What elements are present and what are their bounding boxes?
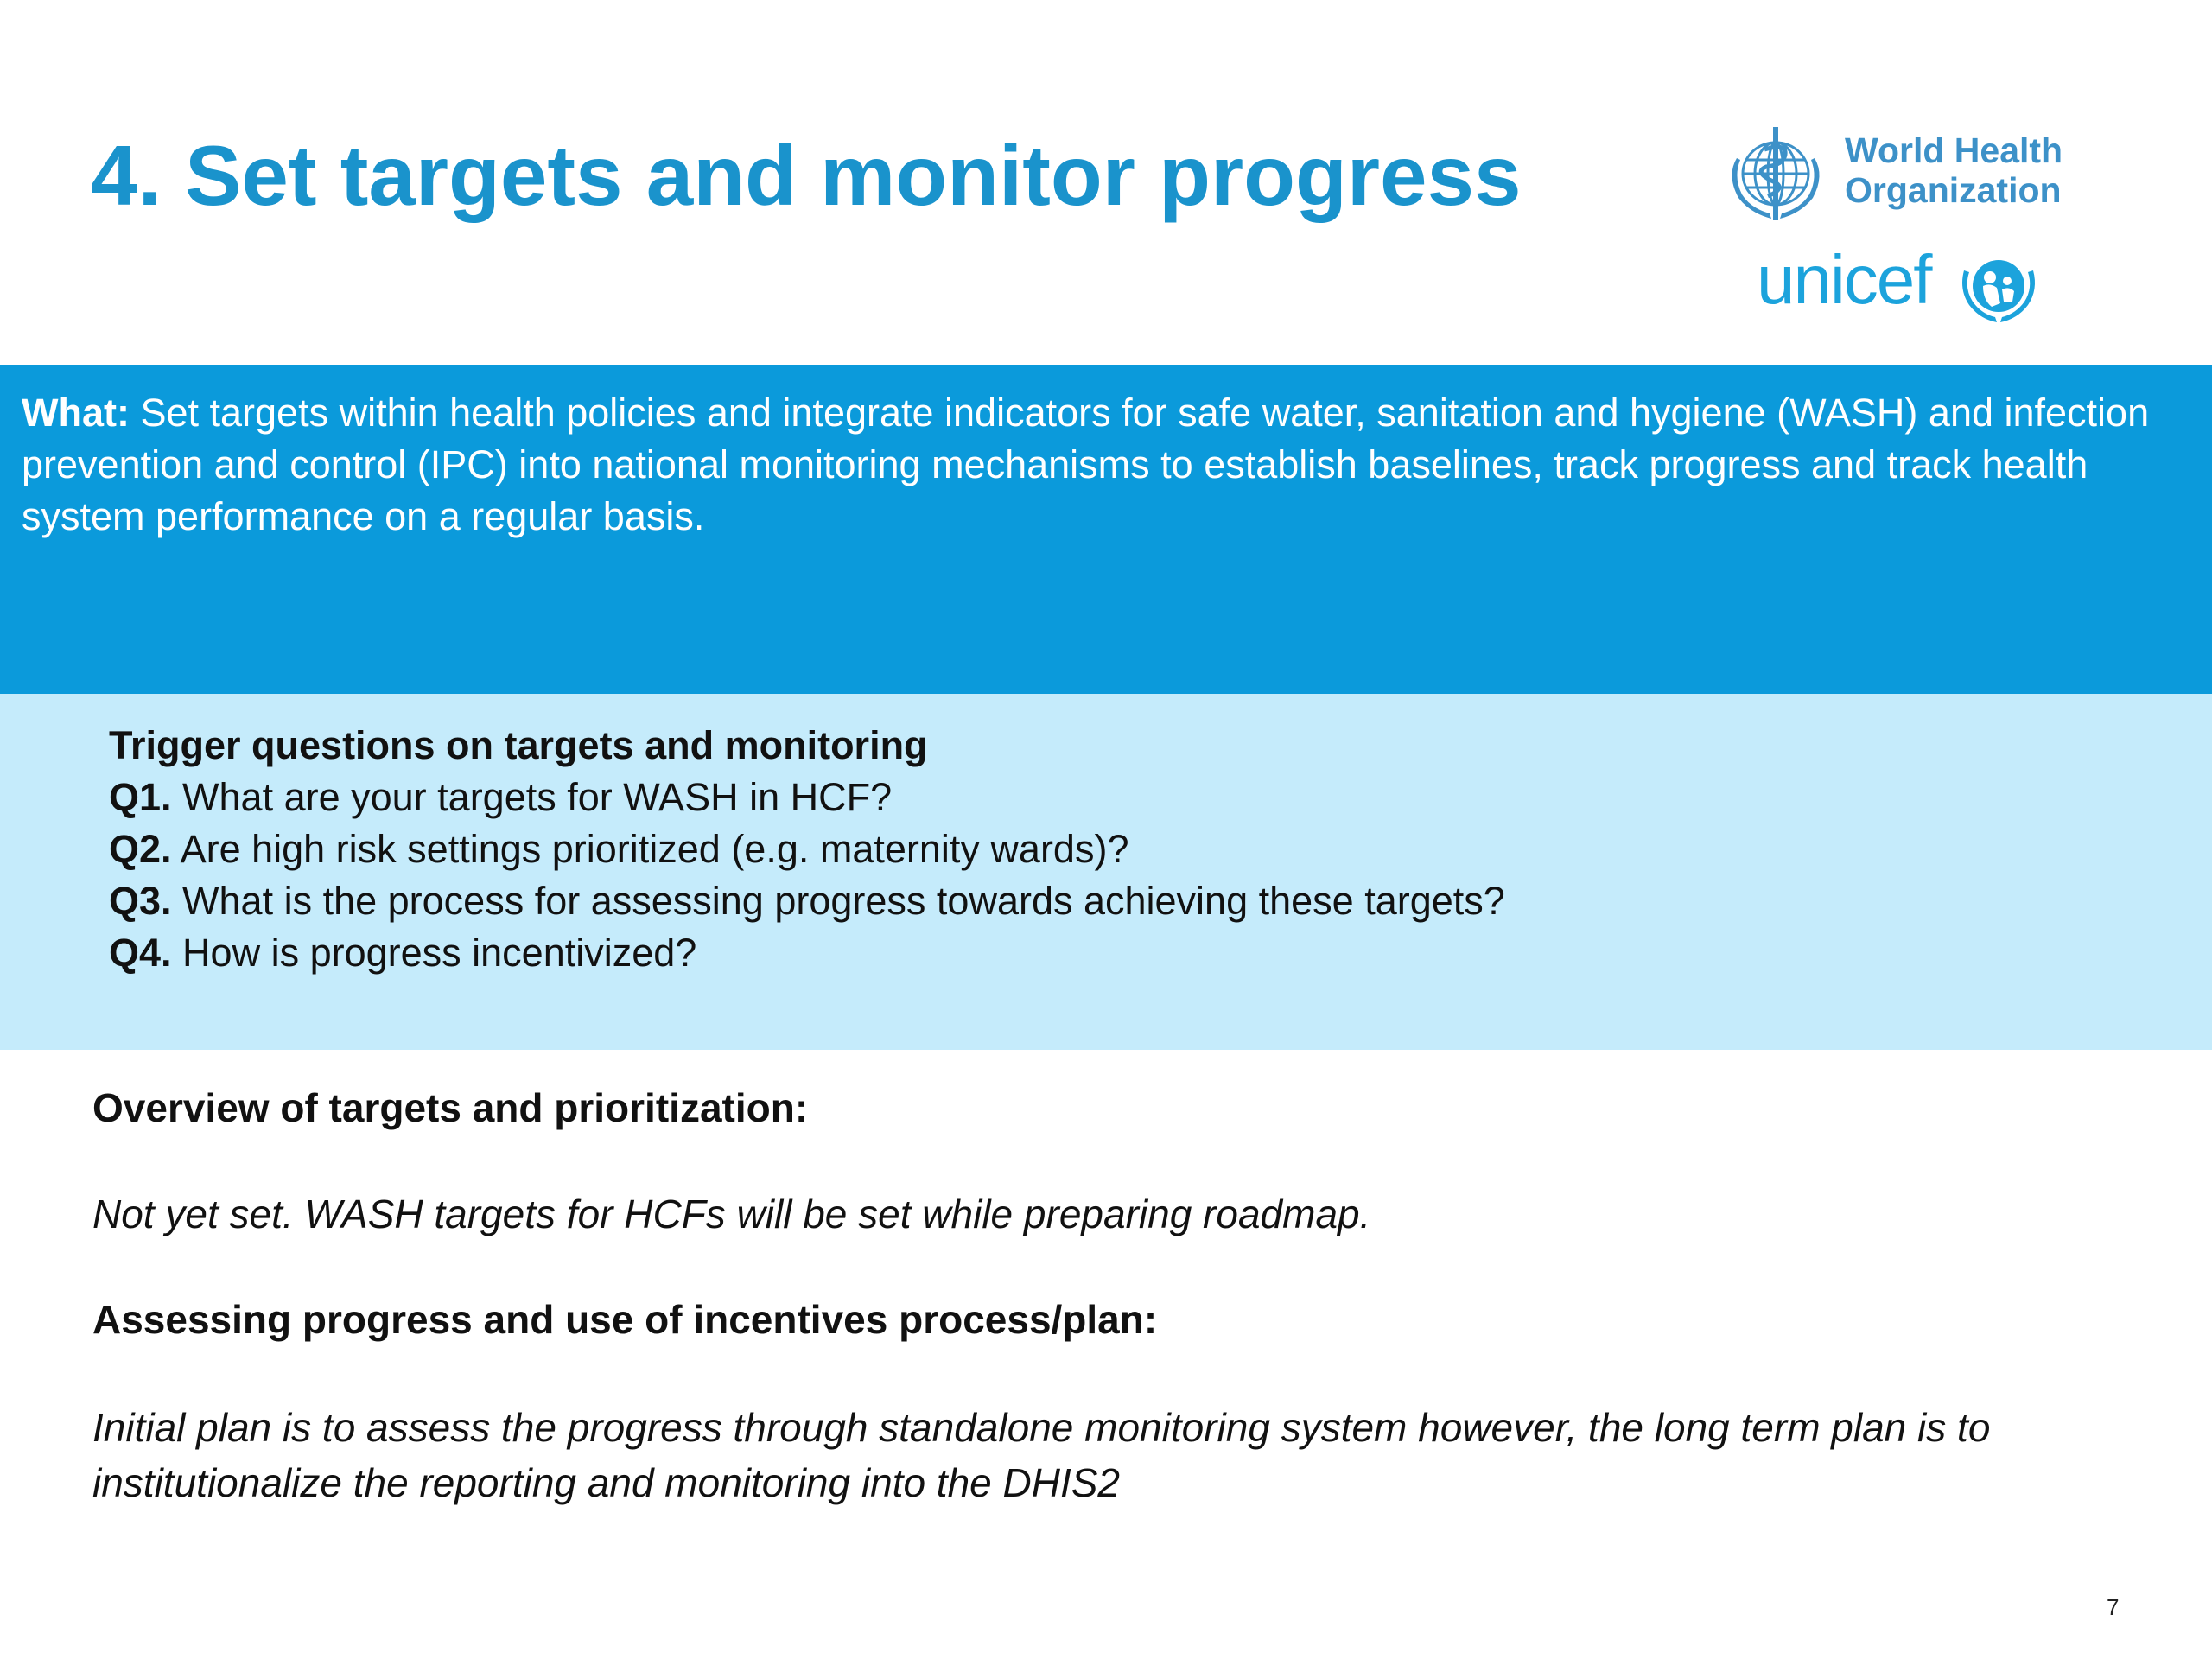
- trigger-questions-heading: Trigger questions on targets and monitoring: [109, 723, 928, 767]
- question-number: Q1.: [109, 775, 172, 819]
- what-section: [0, 365, 2212, 694]
- who-logo-text: [1845, 130, 2063, 210]
- question-item: [109, 875, 1505, 927]
- who-logo: [1719, 124, 2063, 229]
- unicef-logo-text: unicef: [1757, 241, 1931, 318]
- question-text: How is progress incentivized?: [171, 931, 697, 975]
- what-text: Set targets within health policies and integrate indicators for safe water, sanitation and hygiene (WASH) and infection prevention and control (IPC) into national monitoring mechanisms to establish baselines, track progress and track health system performance on a regular basis.: [22, 391, 2150, 538]
- who-logo-line1: World Health: [1845, 130, 2063, 170]
- unicef-emblem-icon: [1957, 251, 2040, 326]
- question-text: Are high risk settings prioritized (e.g. maternity wards)?: [171, 827, 1129, 871]
- trigger-questions-section: [0, 694, 2212, 1050]
- who-logo-line2: Organization: [1845, 170, 2062, 210]
- unicef-logo: [1757, 241, 2050, 324]
- question-text: What is the process for assessing progress towards achieving these targets?: [171, 879, 1505, 923]
- what-paragraph: [22, 387, 2156, 543]
- page-title: 4. Set targets and monitor progress: [91, 128, 1522, 223]
- what-label: What:: [22, 391, 130, 435]
- overview-heading: Overview of targets and prioritization:: [92, 1085, 809, 1130]
- question-item: [109, 823, 1505, 875]
- assessing-body: Initial plan is to assess the progress through standalone monitoring system however, the long term plan is to institutionalize the reporting and monitoring into the DHIS2: [92, 1405, 1991, 1505]
- question-item: [109, 772, 1505, 823]
- who-emblem-icon: [1719, 124, 1832, 229]
- overview-body: Not yet set. WASH targets for HCFs will be set while preparing roadmap.: [92, 1192, 1371, 1236]
- question-item: [109, 927, 1505, 979]
- trigger-questions-list: [109, 720, 1505, 979]
- question-number: Q3.: [109, 879, 172, 923]
- question-number: Q2.: [109, 827, 172, 871]
- question-text: What are your targets for WASH in HCF?: [171, 775, 893, 819]
- question-number: Q4.: [109, 931, 172, 975]
- assessing-heading: Assessing progress and use of incentives process/plan:: [92, 1297, 1158, 1342]
- page-number: 7: [2107, 1594, 2120, 1620]
